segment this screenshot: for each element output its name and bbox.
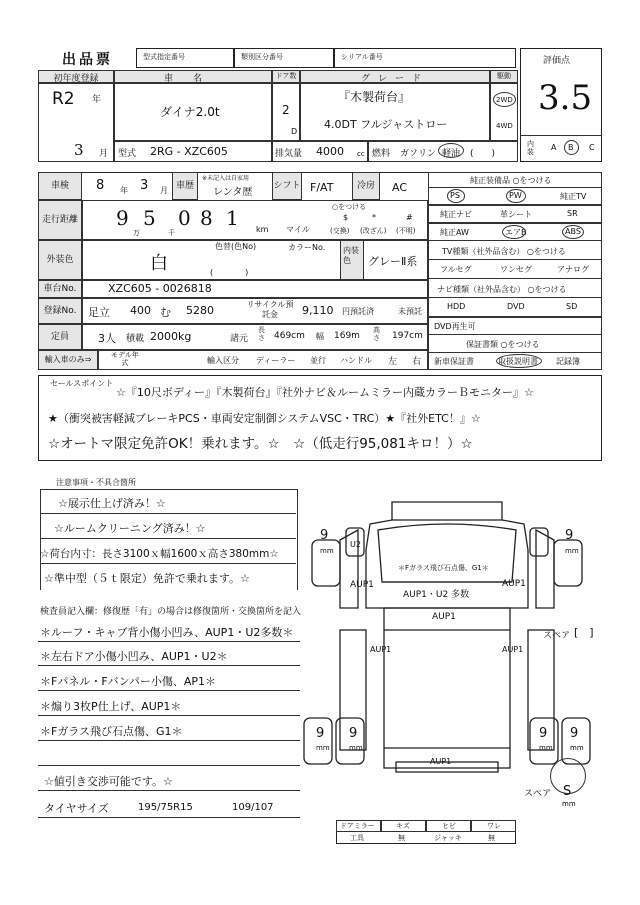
- navi-hdd: HDD: [447, 302, 466, 311]
- inspector-item-4: ＊煽り3枚P仕上げ、AUP1＊: [40, 700, 182, 713]
- diagram-roof-note: AUP1・U2 多数: [403, 590, 470, 600]
- mileage-opt-mile: マイル: [286, 225, 310, 234]
- equip-sr: SR: [567, 209, 578, 218]
- first-reg-label: 初年度登録: [53, 74, 99, 84]
- diagram-aup1-rear: AUP1: [430, 757, 452, 766]
- color-no-label: カラーNo.: [288, 243, 326, 252]
- navi-dvd: DVD: [507, 302, 525, 311]
- spare-rear-value: S: [563, 784, 572, 799]
- capacity-label: 定員: [50, 332, 69, 342]
- name-label: 車名: [163, 74, 222, 84]
- first-reg-month-unit: 月: [99, 149, 109, 159]
- registration-label: 登録No.: [43, 306, 77, 316]
- door-header: [272, 70, 300, 83]
- mileage-man: 万: [133, 229, 140, 237]
- height-label: 高さ: [373, 326, 380, 342]
- drive-label: 駆動: [497, 72, 511, 80]
- inspector-label: 検査員記入欄：修復歴「有」の場合は修復箇所・交換箇所を記入: [40, 607, 302, 617]
- disp-unit: cc: [357, 150, 365, 158]
- mileage-digit-1: 9: [116, 206, 129, 230]
- ac-header: [352, 172, 380, 200]
- shift-value: F/AT: [310, 181, 334, 194]
- import-dealer: ディーラー: [256, 356, 296, 365]
- docs-record: 記録簿: [556, 357, 580, 366]
- navi-title: ナビ種類（社外品含む） ○をつける: [437, 285, 567, 294]
- tools-header-scratch: キズ: [396, 822, 410, 830]
- mileage-opt-unknown: (不明): [396, 227, 416, 235]
- inspector-line-1: [38, 641, 300, 642]
- tire-fl: 9: [320, 528, 329, 543]
- first-reg-header: [38, 70, 114, 83]
- capacity-people: 3人: [98, 332, 116, 345]
- form-number-box-3: [334, 48, 516, 68]
- spare-rear-label: スペア: [524, 789, 552, 799]
- shift-label: シフト: [273, 181, 301, 191]
- inspector-item-2: ＊左右ドア小傷小凹み、AUP1・U2＊: [40, 650, 228, 663]
- reg-kana: む: [160, 306, 171, 319]
- ac-value: AC: [392, 181, 408, 194]
- tv-oneseg: ワンセグ: [500, 265, 532, 274]
- mileage-circle-hint: ○をつける: [332, 203, 367, 211]
- model-year-label: モデル年式: [111, 351, 139, 367]
- color-paren: ( ): [210, 268, 249, 277]
- tire-size: 195/75R15: [138, 802, 193, 813]
- door-suffix: D: [291, 127, 298, 136]
- equip-ps: PS: [450, 191, 460, 200]
- fuel-label: 燃料: [372, 149, 391, 159]
- tools-value-jack: ジャッキ: [434, 834, 462, 842]
- color-change-label: 色替(色No): [215, 242, 257, 251]
- import-header: [38, 350, 98, 370]
- note-2-line: [40, 538, 296, 539]
- tv-fullseg: フルセグ: [440, 265, 472, 274]
- inspection-year-unit: 年: [120, 186, 128, 195]
- interior-label: 内装: [527, 140, 534, 156]
- mileage-digit-4: 8: [200, 206, 213, 230]
- mileage-header: [38, 200, 82, 240]
- eval-score: 3.5: [538, 78, 593, 118]
- width-value: 169m: [334, 331, 360, 341]
- chassis-label: 車台No.: [43, 284, 77, 294]
- note-4: ☆準中型（５ｔ限定）免許で乗れます。☆: [44, 572, 250, 585]
- history-label: 車歴: [175, 181, 194, 191]
- recycle-value: 9,110: [302, 304, 334, 317]
- sales-label: セールスポイント: [50, 379, 114, 388]
- length-label: 長さ: [258, 326, 265, 342]
- import-parallel: 並行: [310, 356, 326, 365]
- tools-value-1: 無: [398, 834, 405, 842]
- interior-color: グレーⅡ系: [368, 255, 418, 268]
- mileage-opt-sym-3: *: [372, 213, 376, 222]
- disp-value: 4000: [316, 145, 344, 158]
- inspector-line-3: [38, 690, 300, 691]
- first-reg-era: R2: [52, 89, 75, 109]
- recycle-label: リサイクル預託金: [246, 300, 294, 319]
- form-number-box-2: [234, 48, 334, 68]
- mileage-opt-sym-2: $: [343, 213, 349, 222]
- diagram-aup1-left: AUP1: [350, 580, 374, 590]
- inspector-item-7: ☆値引き交渉可能です。☆: [44, 775, 173, 788]
- mileage-opt-sym-4: #: [406, 213, 413, 222]
- notes-label: 注意事項・不具合箇所: [56, 478, 136, 487]
- mileage-sen: 千: [168, 229, 175, 237]
- drive-4wd: 4WD: [496, 122, 513, 130]
- inspector-line-5: [38, 740, 300, 741]
- tire-fr: 9: [565, 528, 574, 543]
- inspector-line-6: [38, 765, 300, 766]
- tire-rl2: 9: [349, 726, 358, 741]
- reg-region: 足立: [88, 306, 110, 319]
- history-header: [172, 172, 198, 200]
- mileage-digit-3: 0: [178, 206, 191, 230]
- note-3-line: [40, 563, 296, 564]
- equipment-title: 純正装備品 ○をつける: [470, 176, 552, 185]
- history-value: レンタ歴: [213, 187, 253, 198]
- form-label-class: 類別区分番号: [241, 53, 283, 61]
- capacity-header: [38, 324, 82, 350]
- inspector-line-7: [38, 790, 300, 791]
- import-label: 輸入車のみ⇒: [44, 355, 92, 364]
- ac-label: 冷房: [356, 181, 375, 191]
- inspector-line-8: [38, 817, 300, 818]
- reg-number: 5280: [186, 304, 214, 317]
- chassis-value: XZC605 - 0026818: [108, 282, 212, 295]
- door-count: 2: [282, 103, 290, 117]
- mileage-opt-exchange: (交換): [330, 227, 350, 235]
- mileage-label: 走行距離: [41, 215, 78, 225]
- recycle-unregistered: 未預託: [398, 307, 422, 316]
- width-label: 幅: [316, 332, 324, 341]
- model-label: 型式: [118, 149, 137, 159]
- note-1-line: [40, 513, 296, 514]
- disp-label: 排気量: [275, 149, 303, 159]
- first-reg-year-unit: 年: [92, 95, 102, 105]
- diagram-aup1-rail: AUP1: [370, 645, 392, 654]
- tire-load: 109/107: [232, 802, 274, 813]
- drive-header: [490, 70, 518, 83]
- load-label: 積載: [126, 334, 145, 344]
- interior-grade-a: A: [551, 143, 557, 152]
- docs-title: 保証書類 ○をつける: [466, 340, 540, 349]
- handle-left: 左: [388, 357, 398, 367]
- note-2: ☆ルームクリーニング済み！☆: [54, 522, 206, 535]
- equip-aw: 純正AW: [440, 228, 469, 237]
- tire-rr1: 9: [539, 726, 548, 741]
- eval-label: 評価点: [543, 56, 571, 66]
- diagram-aup1-bed: AUP1: [432, 612, 456, 622]
- docs-warranty: 新車保証書: [434, 357, 474, 366]
- shift-header: [272, 172, 302, 200]
- equip-leather: 革シート: [500, 210, 532, 219]
- diagram-aup1-right: AUP1: [502, 579, 526, 589]
- tire-rl2-mm: mm: [349, 744, 363, 752]
- sales-line-2: ★（衝突被害軽減ブレーキPCS・車両安定制御システムVSC・TRC）★『社外ETC！』☆: [48, 412, 481, 425]
- spare-rear-unit: mm: [562, 800, 576, 808]
- model-code: 2RG - XZC605: [150, 145, 228, 158]
- tire-rl1-mm: mm: [316, 744, 330, 752]
- tire-label: タイヤサイズ: [44, 802, 109, 815]
- color-header: [38, 240, 82, 280]
- grade-line-1: 『木製荷台』: [338, 90, 411, 104]
- registration-header: [38, 298, 82, 324]
- tire-rr1-mm: mm: [539, 744, 553, 752]
- sales-line-3: ☆オートマ限定免許OK！乗れます。☆ ☆（低走行95,081キロ！）☆: [48, 436, 473, 452]
- reg-class: 400: [130, 304, 151, 317]
- diagram-aup1-rail-right: AUP1: [502, 645, 524, 654]
- fuel-value: ガソリン: [400, 149, 437, 159]
- color-value: 白: [150, 253, 168, 274]
- form-label-serial: シリアル番号: [341, 53, 383, 61]
- spare-front-bracket: [ ]: [574, 626, 594, 639]
- tools-value-2: 無: [488, 834, 495, 842]
- length-value: 469cm: [274, 331, 305, 341]
- handle-label: ハンドル: [340, 356, 372, 365]
- spec-label: 諸元: [230, 334, 249, 344]
- color-label: 外装色: [46, 255, 74, 265]
- form-label-type-spec: 型式指定番号: [143, 53, 185, 61]
- first-reg-month: 3: [74, 141, 84, 159]
- docs-manual: 取扱説明書: [498, 357, 538, 366]
- history-note: ※未記入は自家用: [202, 175, 250, 182]
- inspection-label: 車検: [50, 181, 69, 191]
- mileage-opt-tampered: (改ざん): [360, 227, 387, 235]
- inspection-header: [38, 172, 82, 200]
- equip-abs: ABS: [565, 227, 581, 236]
- dvd-label: DVD再生可: [434, 322, 476, 331]
- tire-fl-mm: mm: [320, 547, 334, 555]
- inspection-month-unit: 月: [160, 186, 168, 195]
- spare-front-label: スペア: [543, 631, 571, 641]
- grade-label: グレード: [360, 74, 429, 84]
- tools-value-tools: 工具: [350, 834, 364, 842]
- diesel-label: 軽油: [442, 149, 461, 159]
- inspector-item-3: ＊Fパネル・Fバンパー小傷、AP1＊: [40, 675, 217, 688]
- diagram-windshield-note: ＊Fガラス飛び石点傷、G1＊: [398, 564, 489, 572]
- navi-sd: SD: [566, 302, 578, 311]
- mileage-unit: km: [256, 225, 269, 234]
- note-1: ☆展示仕上げ済み！☆: [58, 497, 166, 510]
- inspection-year: 8: [96, 178, 105, 193]
- grade-line-2: 4.0DT フルジャストロー: [324, 118, 448, 131]
- mileage-digit-2: 5: [143, 206, 156, 230]
- diagram-u2: U2: [350, 540, 361, 549]
- note-3: ☆荷台内寸：長さ3100ｘ幅1600ｘ高さ380mm☆: [40, 548, 279, 560]
- equip-airbag: エアB: [505, 228, 527, 237]
- interior-color-label: 内装色: [343, 246, 359, 265]
- door-label: ドア数: [275, 72, 297, 80]
- tools-header-crack: ヒビ: [442, 822, 456, 830]
- mileage-digit-5: 1: [226, 206, 239, 230]
- inspector-item-5: ＊Fガラス飛び石点傷、G1＊: [40, 725, 183, 738]
- tv-analog: アナログ: [557, 265, 589, 274]
- tire-fr-mm: mm: [565, 547, 579, 555]
- sales-line-1: ☆『10尺ボディー』『木製荷台』『社外ナビ＆ルームミラー内蔵カラーＢモニター』☆: [116, 386, 534, 399]
- import-class-label: 輸入区分: [207, 356, 239, 365]
- load-value: 2000kg: [150, 330, 192, 343]
- height-value: 197cm: [392, 331, 423, 341]
- recycle-unit: 円預託済: [342, 307, 374, 316]
- handle-right: 右: [412, 357, 422, 367]
- interior-grade-c: C: [589, 143, 595, 152]
- grade-header: [300, 70, 490, 83]
- tire-rr2-mm: mm: [570, 744, 584, 752]
- tv-title: TV種類（社外品含む） ○をつける: [442, 247, 566, 256]
- drive-2wd: 2WD: [496, 96, 513, 104]
- chassis-header: [38, 280, 82, 298]
- name-header: [114, 70, 272, 83]
- tools-header-mirror: ドアミラー: [340, 822, 375, 830]
- tire-rl1: 9: [316, 726, 325, 741]
- form-number-box-1: [136, 48, 234, 68]
- car-name: ダイナ2.0t: [160, 105, 220, 119]
- fuel-paren: ( ): [470, 149, 496, 159]
- equip-tv: 純正TV: [560, 192, 587, 201]
- eval-divider: [520, 135, 602, 136]
- inspector-item-1: ＊ルーフ・キャブ背小傷小凹み、AUP1・U2多数＊: [40, 626, 294, 639]
- interior-grade-b: B: [568, 143, 574, 152]
- inspector-line-2: [38, 665, 300, 666]
- sheet-title: 出品票: [62, 52, 113, 68]
- equip-pw: PW: [509, 191, 522, 200]
- tools-header-break: ワレ: [487, 822, 501, 830]
- equip-navi: 純正ナビ: [440, 210, 472, 219]
- inspection-month: 3: [140, 178, 149, 193]
- tire-rr2: 9: [570, 726, 579, 741]
- inspector-line-4: [38, 715, 300, 716]
